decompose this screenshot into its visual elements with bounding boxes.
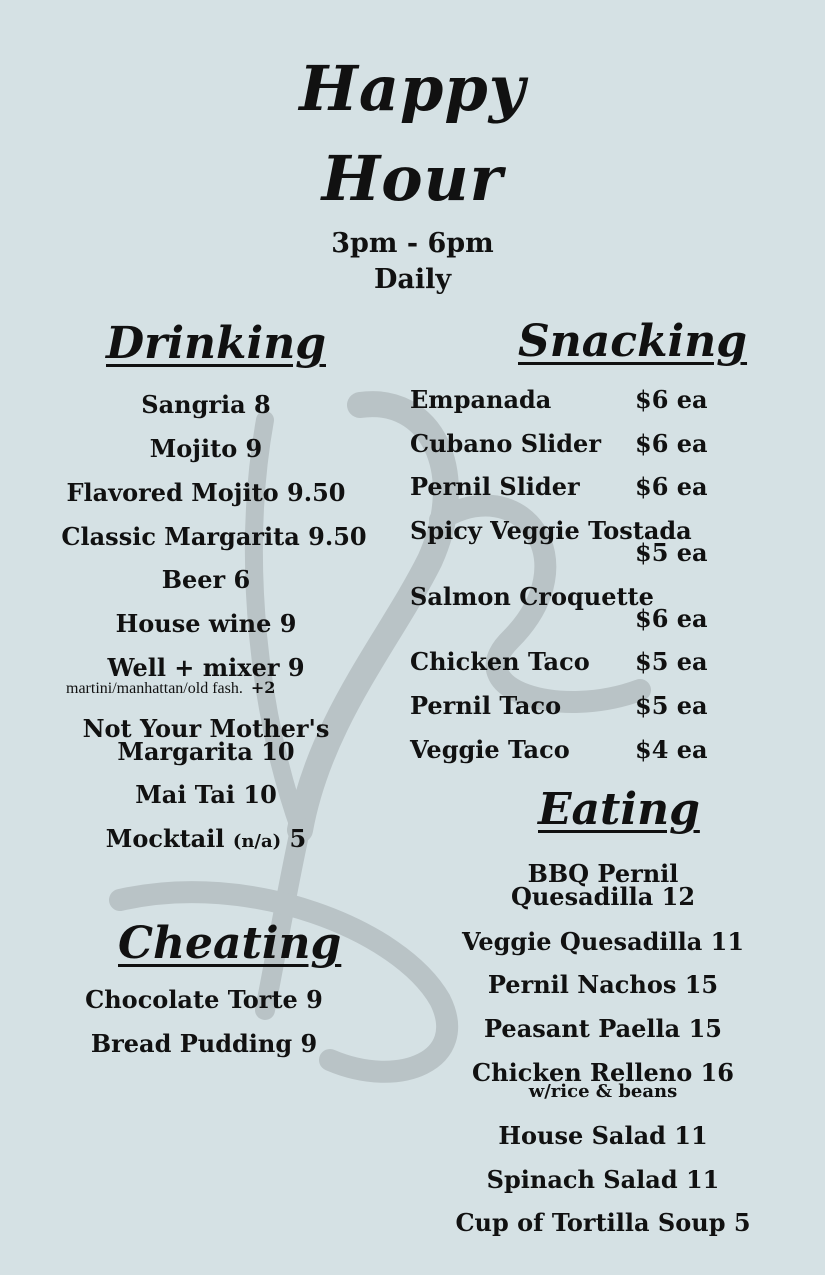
snack-price: $4 ea (635, 735, 708, 764)
menu-item: Cup of Tortilla Soup 5 (455, 1208, 751, 1237)
snack-price: $6 ea (635, 472, 708, 501)
snack-price: $6 ea (635, 429, 708, 458)
snack-name: Salmon Croquette (410, 582, 654, 611)
title-hour: Hour (321, 142, 504, 215)
menu-item: Not Your Mother's (82, 714, 330, 743)
menu-item: Veggie Quesadilla 11 (461, 927, 745, 956)
drinking-heading: Drinking (106, 318, 326, 369)
well-note-text: martini/manhattan/old fash. (66, 680, 243, 697)
mocktail-price: 5 (289, 824, 307, 853)
menu-item: Spinach Salad 11 (486, 1165, 720, 1194)
snack-name: Spicy Veggie Tostada (410, 516, 692, 545)
snack-name: Veggie Taco (410, 735, 570, 764)
menu-item: House wine 9 (115, 609, 297, 638)
snack-name: Pernil Slider (410, 472, 580, 501)
menu-item: Quesadilla 12 (510, 882, 696, 911)
well-upgrade-note (66, 678, 275, 698)
snack-price: $5 ea (635, 538, 708, 567)
snack-price: $6 ea (635, 604, 708, 633)
menu-item: Chicken Relleno 16 (472, 1058, 734, 1087)
cheating-heading: Cheating (118, 918, 342, 969)
menu-item: Pernil Nachos 15 (487, 970, 719, 999)
eating-heading: Eating (538, 784, 700, 835)
mocktail-note: (n/a) (232, 831, 282, 852)
snacking-heading: Snacking (518, 316, 748, 367)
menu-item: BBQ Pernil (527, 859, 679, 888)
mocktail-name: Mocktail (105, 824, 225, 853)
menu-item: House Salad 11 (498, 1121, 708, 1150)
menu-item: Classic Margarita 9.50 (61, 522, 367, 551)
menu-item: Chocolate Torte 9 (85, 985, 323, 1014)
mocktail-item (106, 826, 306, 855)
menu-item: Margarita 10 (117, 737, 295, 766)
menu-item: Well + mixer 9 (107, 653, 305, 682)
title-happy: Happy (299, 52, 526, 125)
menu-item: Flavored Mojito 9.50 (66, 478, 346, 507)
snack-price: $5 ea (635, 691, 708, 720)
menu-item: Beer 6 (161, 565, 251, 594)
snack-name: Empanada (410, 385, 552, 414)
snack-name: Pernil Taco (410, 691, 562, 720)
snack-name: Chicken Taco (410, 647, 590, 676)
well-note-price: +2 (250, 678, 276, 697)
hours-text: 3pm - 6pm (331, 228, 494, 259)
snack-price: $5 ea (635, 647, 708, 676)
snack-name: Cubano Slider (410, 429, 601, 458)
menu-item: Peasant Paella 15 (484, 1014, 722, 1043)
menu-item: Bread Pudding 9 (90, 1029, 318, 1058)
menu-item: Mai Tai 10 (135, 780, 277, 809)
menu-item: Sangria 8 (141, 390, 271, 419)
menu-item: Mojito 9 (149, 434, 263, 463)
days-text: Daily (373, 264, 452, 295)
relleno-note: w/rice & beans (528, 1081, 678, 1102)
snack-price: $6 ea (635, 385, 708, 414)
